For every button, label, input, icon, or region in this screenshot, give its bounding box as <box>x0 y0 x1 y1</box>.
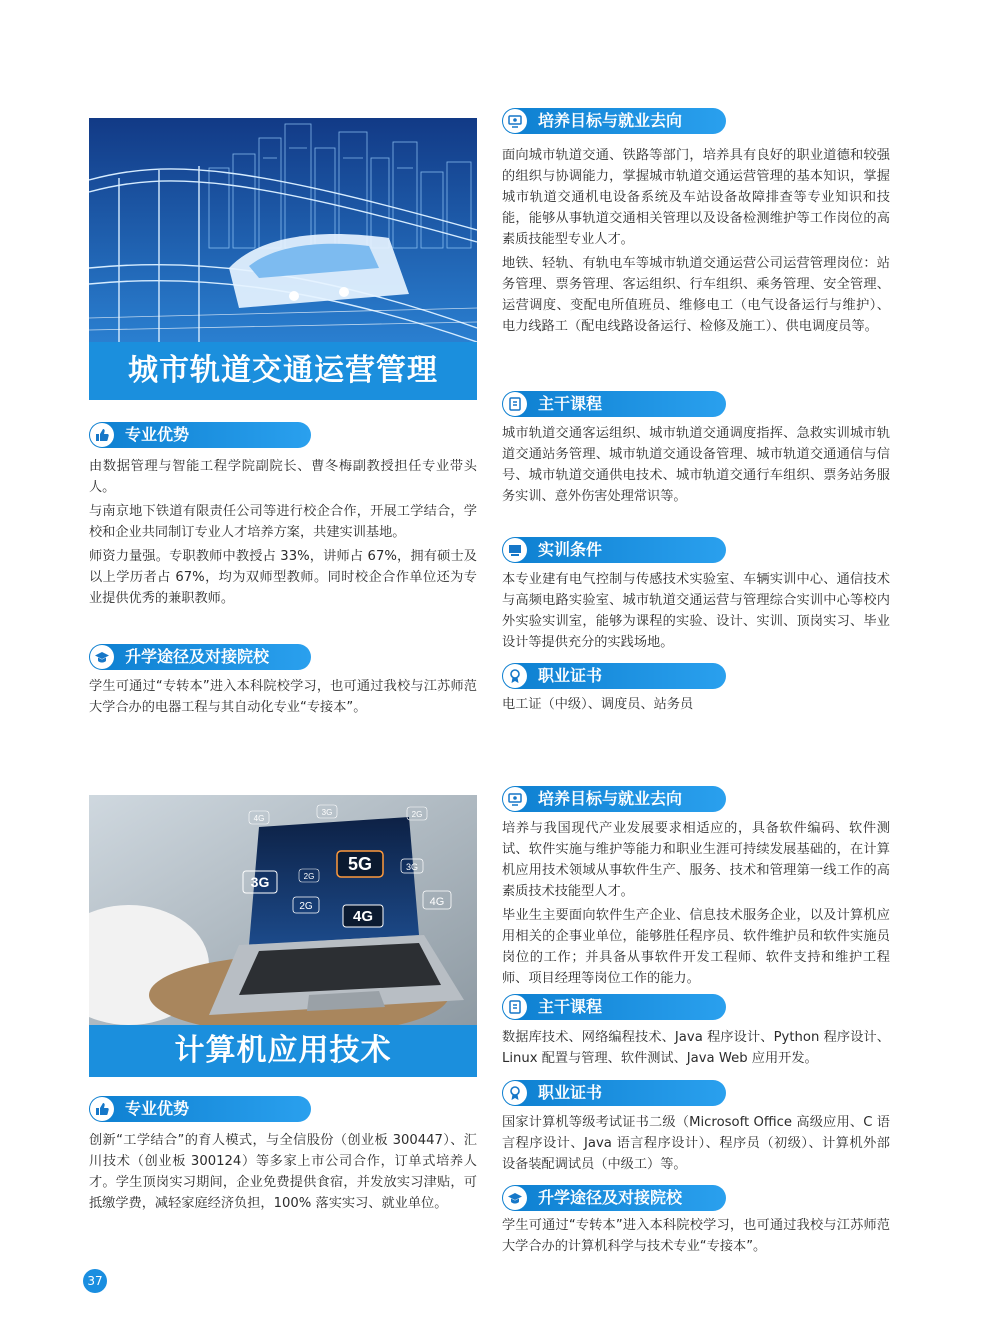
award-medal-icon <box>503 664 527 688</box>
employment-board-icon <box>503 109 527 133</box>
section-heading-advantage <box>89 422 311 448</box>
major-title: 计算机应用技术 <box>89 1025 477 1077</box>
laptop-network-photo <box>89 795 477 1025</box>
advantage-text: 创新“工学结合”的育人模式，与全信股份（创业板 300447）、汇川技术（创业板 300124）等多家上市公司合作，订单式培养人才。学生顶岗实习期间，企业免费提供食宿，并发放实习津贴，可抵缴学费，减轻家庭经济负担，100% 落实实习、就业单位。 <box>89 1133 477 1211</box>
goal-paragraph: 地铁、轻轨、有轨电车等城市轨道交通运营公司运营管理岗位：站务管理、票务管理、客运组织、行车组织、乘务管理、安全管理、运营调度、变配电所值班员、维修电工（电气设备运行与维护）、电力线路工（配电线路设备运行、检修及施工）、供电调度员等。 <box>502 256 890 334</box>
certificate-text: 国家计算机等级考试证书二级（Microsoft Office 高级应用、C 语言程序设计、Java 语言程序设计）、程序员（初级）、计算机外部设备装配调试员（中级工）等。 <box>502 1115 890 1172</box>
major-title: 城市轨道交通运营管理 <box>89 342 477 400</box>
major-section-computer <box>0 778 1000 1278</box>
network-badge <box>337 851 383 877</box>
heading-label: 专业优势 <box>125 1099 190 1118</box>
pathway-text: 学生可通过“专转本”进入本科院校学习，也可通过我校与江苏师范大学合办的计算机科学与技术专业“专接本”。 <box>502 1218 890 1254</box>
badge-4g-small: 4G <box>429 896 445 908</box>
hero-computer <box>89 795 477 1077</box>
heading-label: 培养目标与就业去向 <box>538 789 683 808</box>
heading-label: 升学途径及对接院校 <box>538 1188 683 1207</box>
computer-lab-icon <box>503 538 527 562</box>
courses-text: 城市轨道交通客运组织、城市轨道交通调度指挥、急救实训城市轨道交通站务管理、城市轨道交通设备管理、城市轨道交通通信与信号、城市轨道交通供电技术、城市轨道交通行车组织、票务站务服务实训、意外伤害处理常识等。 <box>502 426 890 504</box>
section-heading-advantage <box>89 1096 311 1122</box>
section-heading-goal <box>502 786 726 812</box>
badge-3g-small: 3G <box>405 862 419 872</box>
heading-label: 培养目标与就业去向 <box>538 111 683 130</box>
badge-4g-top: 4G <box>253 814 265 823</box>
section-heading-training <box>502 537 726 563</box>
certificate-text: 电工证（中级）、调度员、站务员 <box>502 697 694 712</box>
heading-label: 升学途径及对接院校 <box>125 647 270 666</box>
book-icon <box>503 392 527 416</box>
badge-4g: 4G <box>352 908 374 925</box>
badge-5g: 5G <box>347 854 373 874</box>
pathway-text: 学生可通过“专转本”进入本科院校学习，也可通过我校与江苏师范大学合办的电器工程与其自动化专业“专接本”。 <box>89 679 477 715</box>
badge-2g: 2G <box>299 901 313 912</box>
graduation-cap-icon <box>503 1186 527 1210</box>
section-heading-pathway <box>89 644 311 670</box>
page-number: 37 <box>83 1269 107 1293</box>
goal-paragraph: 毕业生主要面向软件生产企业、信息技术服务企业，以及计算机应用相关的企事业单位，能够胜任程序员、软件维护员和软件实施员岗位的工作；并具备从事软件开发工程师、软件支持和维护工程师、项目经理等岗位工作的能力。 <box>502 908 890 986</box>
advantage-paragraph: 师资力量强。专职教师中教授占 33%，讲师占 67%，拥有硕士及以上学历者占 67%，均为双师型教师。同时校企合作单位还为专业提供优秀的兼职教师。 <box>89 549 477 606</box>
badge-3g: 3G <box>250 874 270 890</box>
goal-paragraph: 培养与我国现代产业发展要求相适应的，具备软件编码、软件测试、软件实施与维护等能力和职业生涯可持续发展基础的，在计算机应用技术领域从事软件生产、服务、技术和管理第一线工作的高素质技术技能型人才。 <box>502 821 890 899</box>
major-section-rail <box>0 100 1000 740</box>
section-heading-pathway <box>502 1185 726 1211</box>
employment-board-icon <box>503 787 527 811</box>
thumbs-up-icon <box>90 423 114 447</box>
hero-rail <box>89 118 477 400</box>
section-heading-certificate <box>502 1080 726 1106</box>
heading-label: 主干课程 <box>538 394 603 413</box>
award-medal-icon <box>503 1081 527 1105</box>
section-heading-courses <box>502 994 726 1020</box>
section-heading-certificate <box>502 663 726 689</box>
rail-train-illustration <box>89 118 477 342</box>
heading-label: 实训条件 <box>538 540 603 559</box>
section-heading-goal <box>502 108 726 134</box>
badge-2g-small: 2G <box>303 872 315 881</box>
advantage-paragraph: 与南京地下铁道有限责任公司等进行校企合作，开展工学结合，学校和企业共同制订专业人才培养方案，共建实训基地。 <box>89 504 477 540</box>
goal-paragraph: 面向城市轨道交通、铁路等部门，培养具有良好的职业道德和较强的组织与协调能力，掌握城市轨道交通运营管理的基本知识，掌握城市轨道交通机电设备系统及车站设备故障排查等专业知识和技能，能够从事轨道交通相关管理以及设备检测维护等工作岗位的高素质技能型专业人才。 <box>502 148 890 247</box>
thumbs-up-icon <box>90 1097 114 1121</box>
book-icon <box>503 995 527 1019</box>
heading-label: 职业证书 <box>538 666 603 685</box>
badge-3g-top: 3G <box>321 808 333 817</box>
heading-label: 职业证书 <box>538 1083 603 1102</box>
courses-text: 数据库技术、网络编程技术、Java 程序设计、Python 程序设计、Linux 配置与管理、软件测试、Java Web 应用开发。 <box>502 1030 890 1066</box>
network-badge <box>343 905 383 927</box>
advantage-paragraph: 由数据管理与智能工程学院副院长、曹冬梅副教授担任专业带头人。 <box>89 459 477 495</box>
section-heading-courses <box>502 391 726 417</box>
badge-2g-top: 2G <box>411 810 423 819</box>
graduation-cap-icon <box>90 645 114 669</box>
training-text: 本专业建有电气控制与传感技术实验室、车辆实训中心、通信技术与高频电路实验室、城市轨道交通运营与管理综合实训中心等校内外实验实训室，能够为课程的实验、设计、实训、顶岗实习、毕业设计等提供充分的实践场地。 <box>502 572 890 650</box>
heading-label: 专业优势 <box>125 425 190 444</box>
heading-label: 主干课程 <box>538 997 603 1016</box>
